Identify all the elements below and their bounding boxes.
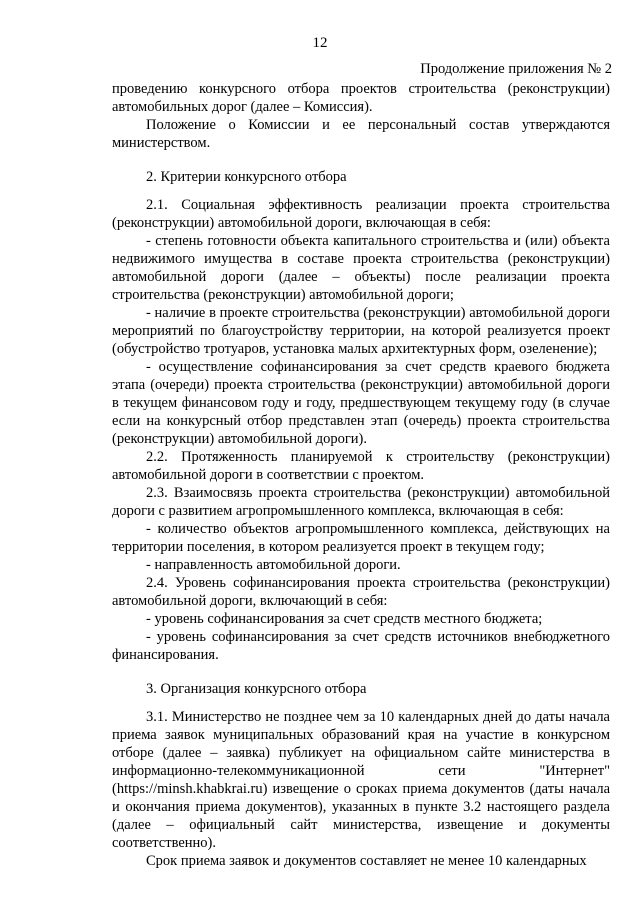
paragraph-commission-approval: Положение о Комиссии и ее персональный состав утверждаются министерством. — [112, 117, 610, 151]
paragraph-application-period: Срок приема заявок и документов составляет не менее 10 календарных — [146, 853, 587, 869]
list-item-extrabudgetary: - уровень софинансирования за счет средств источников внебюджетного финансирования. — [112, 629, 610, 663]
list-item-readiness: - степень готовности объекта капитального строительства и (или) объекта недвижимого имущества в составе проекта строительства (реконструкции) автомобильной дороги (далее – объекты) после реализации проекта строительства (реконструкции) автомобильной дороги; — [112, 233, 610, 303]
page-number: 12 — [312, 35, 328, 51]
section-heading-criteria: 2. Критерии конкурсного отбора — [146, 169, 347, 185]
document-body — [112, 80, 610, 870]
list-item-local-budget: - уровень софинансирования за счет средств местного бюджета; — [146, 611, 543, 627]
paragraph-2-2: 2.2. Протяженность планируемой к строительству (реконструкции) автомобильной дороги в соответствии с проектом. — [112, 449, 610, 483]
list-item-landscaping: - наличие в проекте строительства (реконструкции) автомобильной дороги мероприятий по благоустройству территории, на которой реализуется проект (обустройство тротуаров, установка малых архитектурных форм, озеленение); — [112, 305, 610, 357]
list-item-road-direction: - направленность автомобильной дороги. — [146, 557, 401, 573]
paragraph-3-1: 3.1. Министерство не позднее чем за 10 календарных дней до даты начала приема заявок муниципальных образований края на участие в конкурсном отборе (далее – заявка) публикует на официальном сайте министерства в информационно-телекоммуникационной сети "Интернет" (https://minsh.khabkrai.ru) извещение о сроках приема документов (даты начала и окончания приема документов), указанных в пункте 3.2 настоящего раздела (далее – официальный сайт министерства, извещение и документы соответственно). — [112, 709, 610, 851]
list-item-agro-objects: - количество объектов агропромышленного комплекса, действующих на территории поселения, в котором реализуется проект в текущем году; — [112, 521, 610, 555]
appendix-continuation-note: Продолжение приложения № 2 — [420, 61, 612, 77]
paragraph-2-1: 2.1. Социальная эффективность реализации проекта строительства (реконструкции) автомобильной дороги, включающая в себя: — [112, 197, 610, 231]
paragraph-2-4: 2.4. Уровень софинансирования проекта строительства (реконструкции) автомобильной дороги, включающий в себя: — [112, 575, 610, 609]
list-item-cofinancing: - осуществление софинансирования за счет средств краевого бюджета этапа (очереди) проекта строительства (реконструкции) автомобильной дороги в текущем финансовом году и году, предшествующем текущему году (в случае если на конкурсный отбор представлен этап (очередь) проекта строительства (реконструкции) автомобильной дороги). — [112, 359, 610, 447]
section-heading-organization: 3. Организация конкурсного отбора — [146, 681, 367, 697]
paragraph-2-3: 2.3. Взаимосвязь проекта строительства (реконструкции) автомобильной дороги с развитием агропромышленного комплекса, включающая в себя: — [112, 485, 610, 519]
paragraph-commission-continuation: проведению конкурсного отбора проектов строительства (реконструкции) автомобильных дорог (далее – Комиссия). — [112, 81, 610, 115]
